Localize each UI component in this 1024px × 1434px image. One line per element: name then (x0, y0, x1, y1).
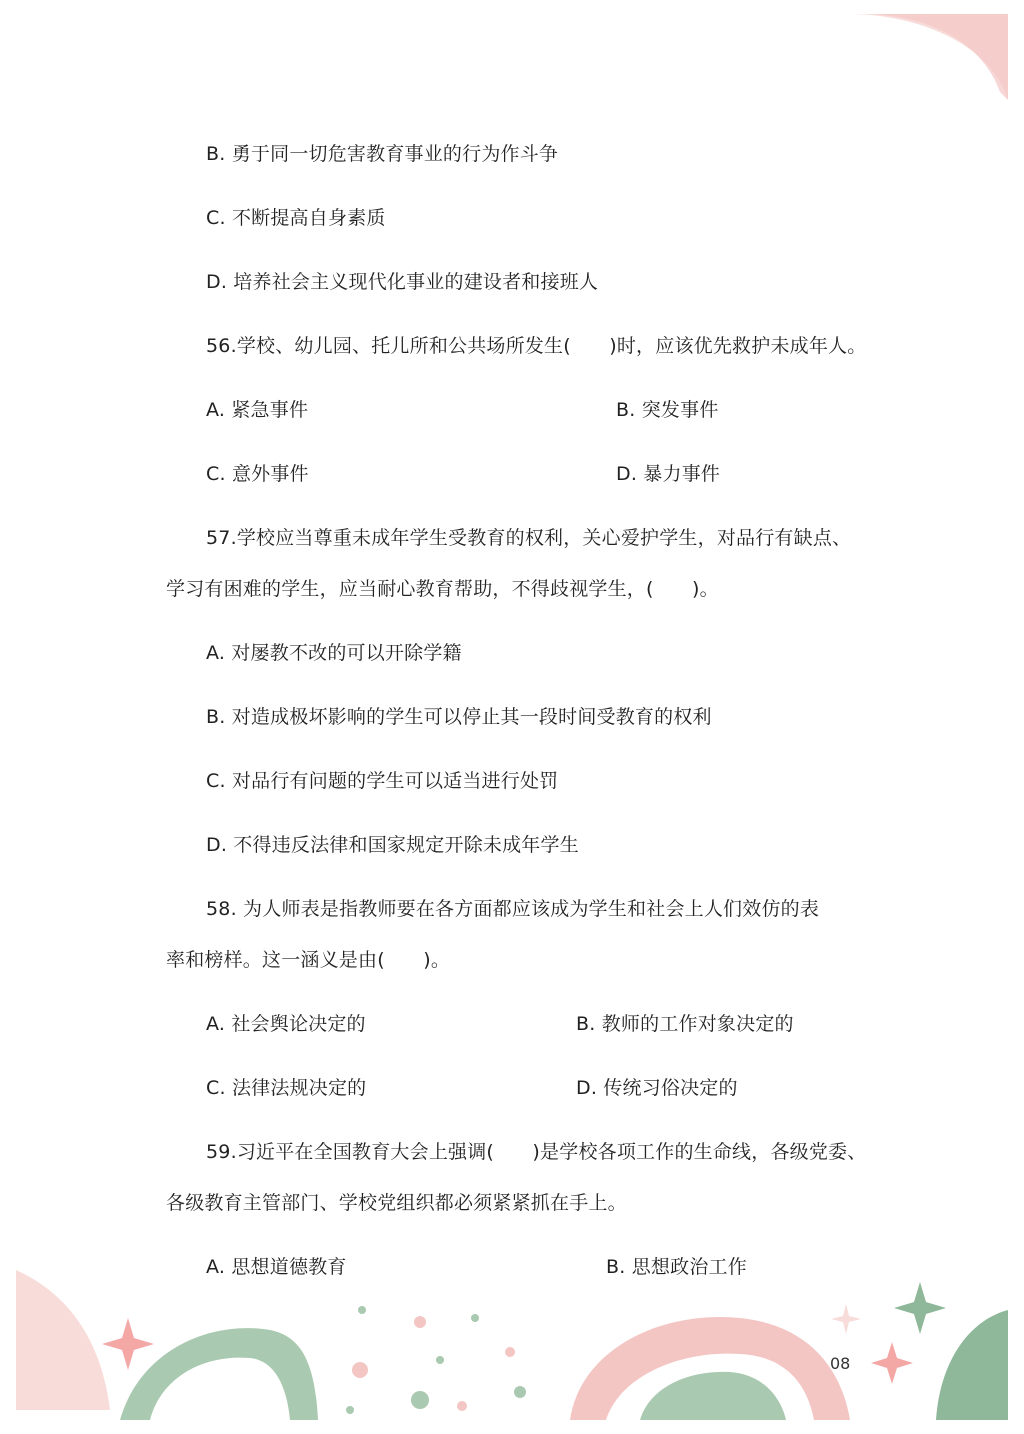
q58-option-c: C. 法律法规决定的 (206, 1077, 367, 1099)
q56-stem: 56.学校、幼儿园、托儿所和公共场所发生( )时，应该优先救护未成年人。 (206, 335, 867, 357)
q56-option-a: A. 紧急事件 (206, 399, 309, 421)
q58-option-d: D. 传统习俗决定的 (576, 1077, 738, 1099)
q58-stem-line1: 58. 为人师表是指教师要在各方面都应该成为学生和社会上人们效仿的表 (206, 898, 820, 920)
q59-option-b: B. 思想政治工作 (606, 1256, 747, 1278)
q59-stem-line2: 各级教育主管部门、学校党组织都必须紧紧抓在手上。 (166, 1192, 627, 1214)
page-number: 08 (830, 1354, 851, 1373)
q57-option-b: B. 对造成极坏影响的学生可以停止其一段时间受教育的权利 (206, 706, 712, 728)
q58-option-b: B. 教师的工作对象决定的 (576, 1013, 794, 1035)
q58-option-a: A. 社会舆论决定的 (206, 1013, 366, 1035)
decorative-bottom-graphics (0, 1260, 1024, 1434)
q56-option-c: C. 意外事件 (206, 463, 309, 485)
q59-option-a: A. 思想道德教育 (206, 1256, 347, 1278)
decorative-arch-top (840, 0, 1024, 110)
q55-option-b: B. 勇于同一切危害教育事业的行为作斗争 (206, 143, 559, 165)
q57-option-c: C. 对品行有问题的学生可以适当进行处罚 (206, 770, 559, 792)
q56-option-b: B. 突发事件 (616, 399, 719, 421)
q55-option-c: C. 不断提高自身素质 (206, 207, 386, 229)
q55-option-d: D. 培养社会主义现代化事业的建设者和接班人 (206, 271, 599, 293)
q58-stem-line2: 率和榜样。这一涵义是由( )。 (166, 949, 451, 971)
q57-stem-line1: 57.学校应当尊重未成年学生受教育的权利，关心爱护学生，对品行有缺点、 (206, 527, 852, 549)
q56-option-d: D. 暴力事件 (616, 463, 721, 485)
q59-stem-line1: 59.习近平在全国教育大会上强调( )是学校各项工作的生命线，各级党委、 (206, 1141, 867, 1163)
q57-option-a: A. 对屡教不改的可以开除学籍 (206, 642, 462, 664)
q57-stem-line2: 学习有困难的学生，应当耐心教育帮助，不得歧视学生，( )。 (166, 578, 719, 600)
q57-option-d: D. 不得违反法律和国家规定开除未成年学生 (206, 834, 579, 856)
